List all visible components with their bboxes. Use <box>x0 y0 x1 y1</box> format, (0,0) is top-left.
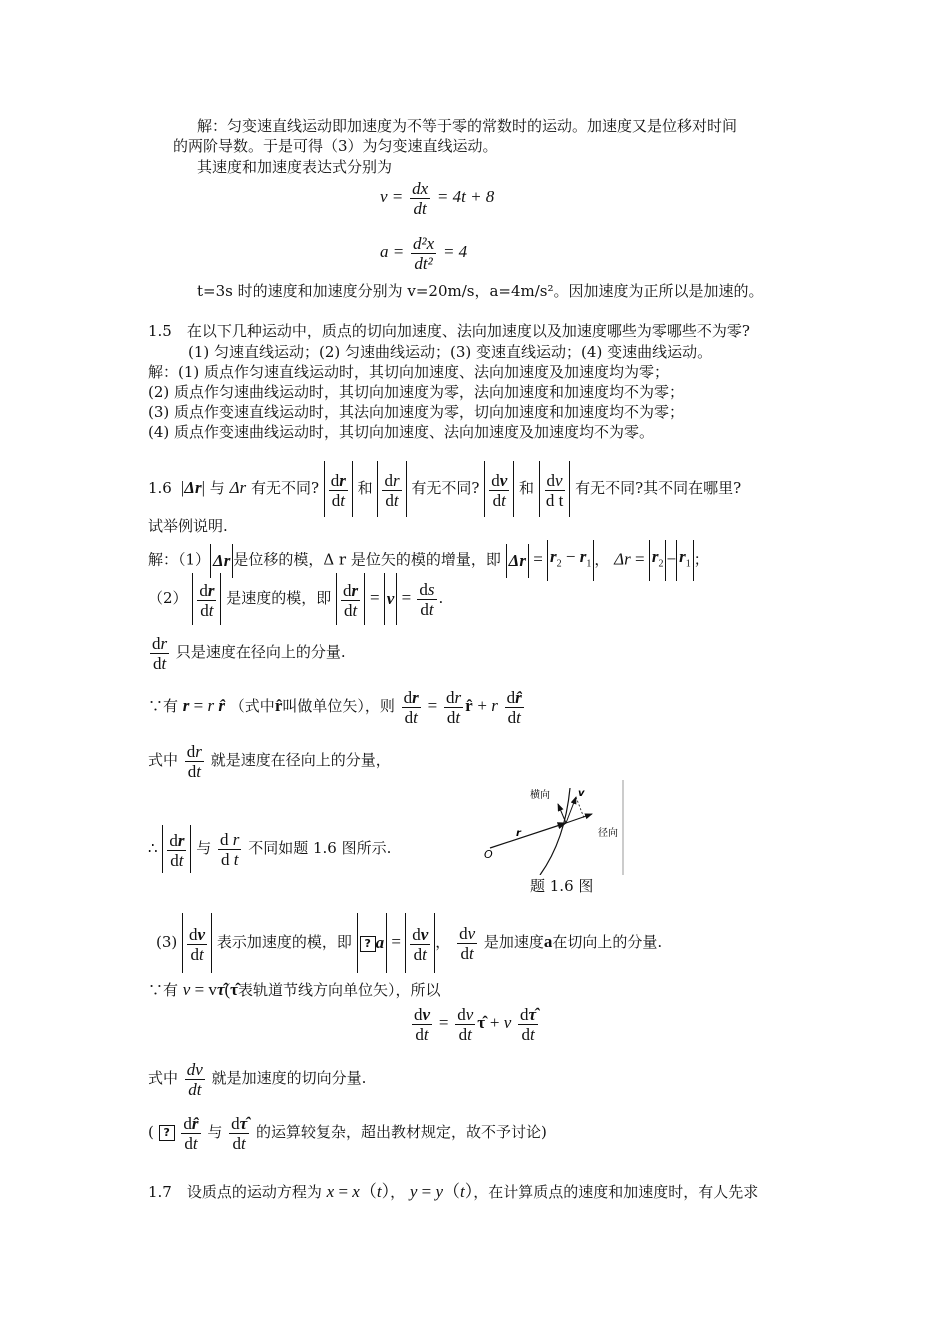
answer-1-6-note: ( ? $\frac{dr̂}{dt}$ 与 $\frac{d\taû}{dt}$ 的运算较复杂，超出教材规定，故不予讨论) <box>148 1113 547 1153</box>
projection-dashed-line <box>576 797 584 818</box>
result-line: t=3s 时的速度和加速度分别为 v=20m/s，a=4m/s²。因加速度为正所以是加速的。 <box>197 282 764 300</box>
trajectory-curve <box>540 788 570 875</box>
placeholder-icon: ? <box>159 1125 175 1141</box>
solution-line-2: 的两阶导数。于是可得（3）为匀变速直线运动。 <box>173 137 498 155</box>
answer-1-5-3: (3) 质点作变速直线运动时，其法向加速度为零，切向加速度和加速度均不为零； <box>148 403 685 421</box>
label-v: v <box>578 788 585 799</box>
answer-1-6-part-2: （2） $\frac{dr}{dt}$ 是速度的模，即 $\frac{dr}{dt}$ = v = $\frac{ds}{dt}$ . <box>148 572 443 625</box>
velocity-equation: v = $\frac{dx}{dt}$ = 4t + 8 <box>380 178 495 218</box>
radial-direction-arrow <box>566 814 592 823</box>
answer-1-6-part-3: (3) $\frac{dv}{dt}$ 表示加速度的模，即 ? a = $\frac{dv}{dt}$ ， $\frac{dv}{dt}$ 是加速度a在切向上的分量. <box>156 912 662 973</box>
answer-1-6-tangent-vector: ∵有 v = vτ̂(τ̂表轨道节线方向单位矢），所以 <box>148 980 441 999</box>
answer-1-6-tangential-component: 式中 $\frac{dv}{dt}$ 就是加速度的切向分量. <box>148 1059 367 1099</box>
placeholder-icon: ? <box>360 936 376 952</box>
answer-1-5-1: 解：(1) 质点作匀速直线运动时，其切向加速度、法向加速度及加速度均为零； <box>148 363 670 381</box>
question-1-6-line-2: 试举例说明. <box>148 517 228 535</box>
answer-1-6-derivative-equation: $\frac{dv}{dt}$ = $\frac{dv}{dt}$ τ̂ + v $\frac{d\taû}{dt}$ <box>414 1004 537 1044</box>
transverse-direction-arrow <box>558 804 566 823</box>
position-vector-arrow <box>490 823 566 848</box>
answer-1-6-part-1: 解：（1） Δr 是位移的模，Δ r 是位矢的模的增量，即 $\Delta r = r_2 - r_1$ ， $\Delta r = r_2 - r_1$ ； <box>148 540 709 581</box>
answer-1-5-4: (4) 质点作变速曲线运动时，其切向加速度、法向加速度及加速度均不为零。 <box>148 423 655 441</box>
label-radial: 径向 <box>598 828 618 839</box>
question-1-5: 1.5 在以下几种运动中，质点的切向加速度、法向加速度以及加速度哪些为零哪些不为零? <box>148 322 750 340</box>
question-1-6: 1.6 |Δr| 与 Δr 有无不同? $\frac{dr}{dt}$ 和 $\frac{dr}{dt}$ 有无不同? $\frac{dv}{dt}$ 和 $\frac{dv}{\text{d t}}$ 有无不同?其不同在哪里? <box>148 460 741 517</box>
solution-line-1: 解：匀变速直线运动即加速度为不等于零的常数时的运动。加速度又是位移对时间 <box>197 117 738 135</box>
figure-1-6 <box>480 780 630 875</box>
solution-line-3: 其速度和加速度表达式分别为 <box>197 158 393 176</box>
question-1-5-options: (1) 匀速直线运动；(2) 匀速曲线运动；(3) 变速直线运动；(4) 变速曲线运动。 <box>188 343 713 361</box>
question-1-7: 1.7 设质点的运动方程为 x = x（t）， y = y（t），在计算质点的速度和加速度时，有人先求 <box>148 1182 759 1201</box>
figure-1-6-caption: 题 1.6 图 <box>530 877 594 895</box>
label-r: r <box>516 828 521 839</box>
answer-1-6-radial-note: $\frac{dr}{dt}$ 只是速度在径向上的分量. <box>152 633 346 673</box>
velocity-arrow <box>566 797 576 823</box>
label-origin: O <box>484 848 493 861</box>
label-transverse: 横向 <box>530 790 550 801</box>
answer-1-6-radial-component: 式中 $\frac{dr}{dt}$ 就是速度在径向上的分量， <box>148 741 391 781</box>
answer-1-6-unit-vector: ∵有 r = r r̂ （式中r̂叫做单位矢），则 $\frac{dr}{dt}$ = $\frac{dr}{dt}$ r̂ + r $\frac{dr̂}{dt}$ <box>148 687 522 727</box>
acceleration-equation: a = $\frac{\text{d²x}}{\text{dt²}}$ = 4 <box>380 233 468 273</box>
answer-1-5-2: (2) 质点作匀速曲线运动时，其切向加速度为零，法向加速度和加速度均不为零； <box>148 383 685 401</box>
answer-1-6-conclusion: ∴ $\frac{dr}{dt}$ 与 $\frac{\text{d r}}{\text{d t}}$ 不同如题 1.6 图所示. <box>148 824 391 873</box>
